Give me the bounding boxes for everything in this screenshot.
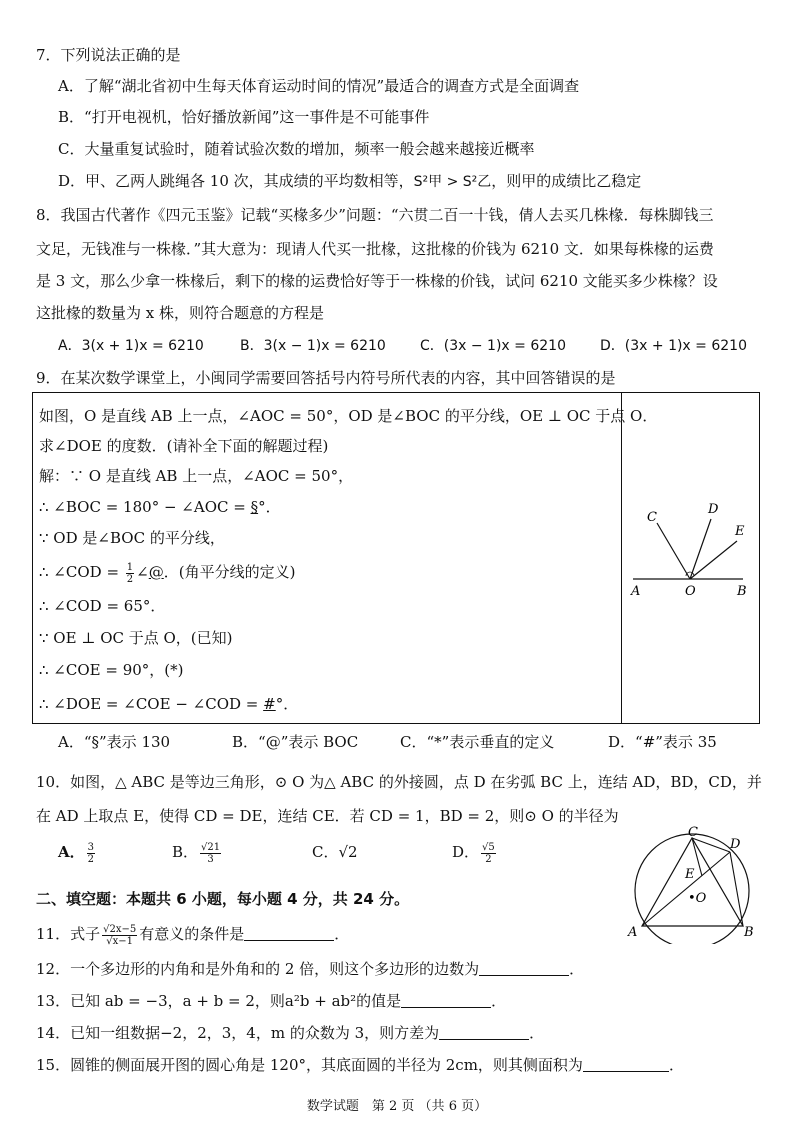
q9-box-line4-pre: ∴ ∠BOC = 180° − ∠AOC =	[39, 498, 251, 516]
label-c: C	[647, 510, 657, 525]
label-e: E	[735, 524, 745, 539]
q9-box-line4-post: °．	[258, 498, 281, 516]
q10-line2: 在 AD 上取点 E，使得 CD = DE，连结 CE．若 CD = 1，BD = 2，则⊙ O 的半径为	[36, 807, 619, 825]
q9-box-line1: 如图，O 是直线 AB 上一点，∠AOC = 50°，OD 是∠BOC 的平分线，OE ⊥ OC 于点 O．	[39, 407, 658, 425]
q9-box-line6-post: ．(角平分线的定义)	[163, 563, 296, 581]
q11-fraction: $\frac{√2x-5}{√x-1}$	[103, 923, 137, 947]
label-o: O	[685, 584, 696, 599]
segment-cd	[692, 838, 730, 852]
q13-answer-blank[interactable]	[401, 991, 491, 1008]
page-footer: 数学试题 第 2 页 （共 6 页）	[306, 1099, 488, 1114]
q9-box-line5: ∵ OD 是∠BOC 的平分线，	[39, 529, 225, 547]
q7-option-d-post: ，则甲的成绩比乙稳定	[491, 172, 642, 190]
q7-stem: 7．下列说法正确的是	[36, 46, 181, 64]
section-fill-in-title: 二、填空题：本题共 6 小题，每小题 4 分，共 24 分。	[36, 890, 410, 908]
q8-option-a: A．3(x + 1)x = 6210	[58, 338, 204, 354]
q10-circle-figure	[622, 826, 772, 944]
q10-line1: 10．如图，△ ABC 是等边三角形，⊙ O 为△ ABC 的外接圆，点 D 在劣弧 BC 上，连结 AD，BD，CD，并	[36, 773, 762, 791]
q9-box-line7: ∴ ∠COD = 65°．	[39, 597, 166, 615]
q9-option-a: A．“§”表示 130	[58, 733, 171, 751]
q8-line3: 是 3 文，那么少拿一株椽后，剩下的椽的运费恰好等于一株椽的价钱，试问 6210 文能买多少株椽？设	[36, 272, 718, 290]
label-c: C	[688, 826, 698, 840]
label-a: A	[631, 584, 641, 599]
q9-box-line10-pre: ∴ ∠DOE = ∠COE − ∠COD =	[39, 695, 264, 713]
q9-symbol-at: @	[148, 563, 164, 581]
q10-option-c: C．√2	[312, 843, 358, 861]
label-b: B	[737, 584, 747, 599]
q8-option-d: D．(3x + 1)x = 6210	[600, 338, 747, 354]
label-e: E	[685, 867, 695, 882]
segment-ad	[642, 852, 730, 926]
q7-option-b: B．“打开电视机，恰好播放新闻”这一事件是不可能事件	[58, 108, 430, 126]
q8-line2: 文足，无钱准与一株椽．”其大意为：现请人代买一批椽，这批椽的价钱为 6210 文．如果每株椽的运费	[36, 240, 714, 258]
q14-answer-blank[interactable]	[439, 1023, 529, 1040]
q11-answer-blank[interactable]	[244, 924, 334, 941]
label-d: D	[708, 502, 719, 517]
q7-option-d-math: S²甲 > S²乙	[413, 174, 492, 190]
q13: 13．已知 ab = −3，a + b = 2，则a²b + ab²的值是 ．	[36, 992, 507, 1010]
q12: 12．一个多边形的内角和是外角和的 2 倍，则这个多边形的边数为 ．	[36, 960, 585, 978]
label-a: A	[628, 925, 638, 940]
q9-solution-box	[32, 392, 760, 724]
q9-option-b: B．“@”表示 BOC	[232, 733, 359, 751]
q9-symbol-hash: #	[263, 695, 276, 713]
q9-box-divider	[621, 393, 622, 723]
q8-option-c: C．(3x − 1)x = 6210	[420, 338, 566, 354]
q8-line1: 8．我国古代著作《四元玉鉴》记载“买椽多少”问题：“六贯二百一十钱，倩人去买几株椽．每株脚钱三	[36, 206, 714, 224]
q7-option-a: A．了解“湖北省初中生每天体育运动时间的情况”最适合的调查方式是全面调查	[58, 77, 580, 95]
q9-box-line3: 解：∵ O 是直线 AB 上一点，∠AOC = 50°，	[39, 467, 354, 485]
label-d: D	[730, 837, 741, 852]
q12-answer-blank[interactable]	[479, 959, 569, 976]
q7-option-d-pre: D．甲、乙两人跳绳各 10 次，其成绩的平均数相等，	[58, 172, 414, 190]
q8-option-b: B．3(x − 1)x = 6210	[240, 338, 386, 354]
q9-box-line10-post: °．	[275, 695, 299, 713]
q10-option-b: B． $\frac{√21}{3}$	[172, 841, 221, 865]
q7-option-c: C．大量重复试验时，随着试验次数的增加，频率一般会越来越接近概率	[58, 140, 535, 158]
q9-box-line6: ∴ ∠COD = $\frac{1}{2}$ ∠@．(角平分线的定义)	[39, 561, 296, 585]
q9-box-line2: 求∠DOE 的度数．(请补全下面的解题过程)	[39, 437, 329, 455]
q9-symbol-section: §	[250, 498, 259, 516]
q9-option-d: D．“#”表示 35	[608, 733, 717, 751]
q10-option-d: D． $\frac{√5}{2}$	[452, 841, 495, 865]
q9-box-line4	[39, 496, 281, 518]
q9-stem: 9．在某次数学课堂上，小闽同学需要回答括号内符号所代表的内容，其中回答错误的是	[36, 369, 616, 387]
label-b: B	[744, 925, 754, 940]
q8-line4: 这批椽的数量为 x 株，则符合题意的方程是	[36, 304, 324, 322]
q9-half-fraction: $\frac{1}{2}$	[126, 561, 134, 585]
q15-answer-blank[interactable]	[583, 1055, 669, 1072]
q9-box-line9: ∴ ∠COE = 90°，(*)	[39, 661, 184, 679]
q11: 11．式子 $\frac{√2x-5}{√x-1}$ 有意义的条件是 ．	[36, 923, 350, 947]
q9-box-line8: ∵ OE ⊥ OC 于点 O，(已知)	[39, 629, 233, 647]
q7-option-d	[58, 170, 641, 193]
q14: 14．已知一组数据−2，2，3，4，m 的众数为 3，则方差为 ．	[36, 1024, 545, 1042]
q9-angle-figure	[625, 493, 755, 603]
q9-box-line6-pre: ∴ ∠COD =	[39, 563, 124, 581]
q10-option-a: A． $\frac{3}{2}$	[58, 841, 95, 865]
q9-box-line10	[39, 693, 298, 715]
q9-option-c: C．“*”表示垂直的定义	[400, 733, 555, 751]
label-o: •O	[688, 891, 707, 906]
q15: 15．圆锥的侧面展开图的圆心角是 120°，其底面圆的半径为 2cm，则其侧面积为 ．	[36, 1056, 684, 1074]
ray-oc	[657, 523, 690, 579]
